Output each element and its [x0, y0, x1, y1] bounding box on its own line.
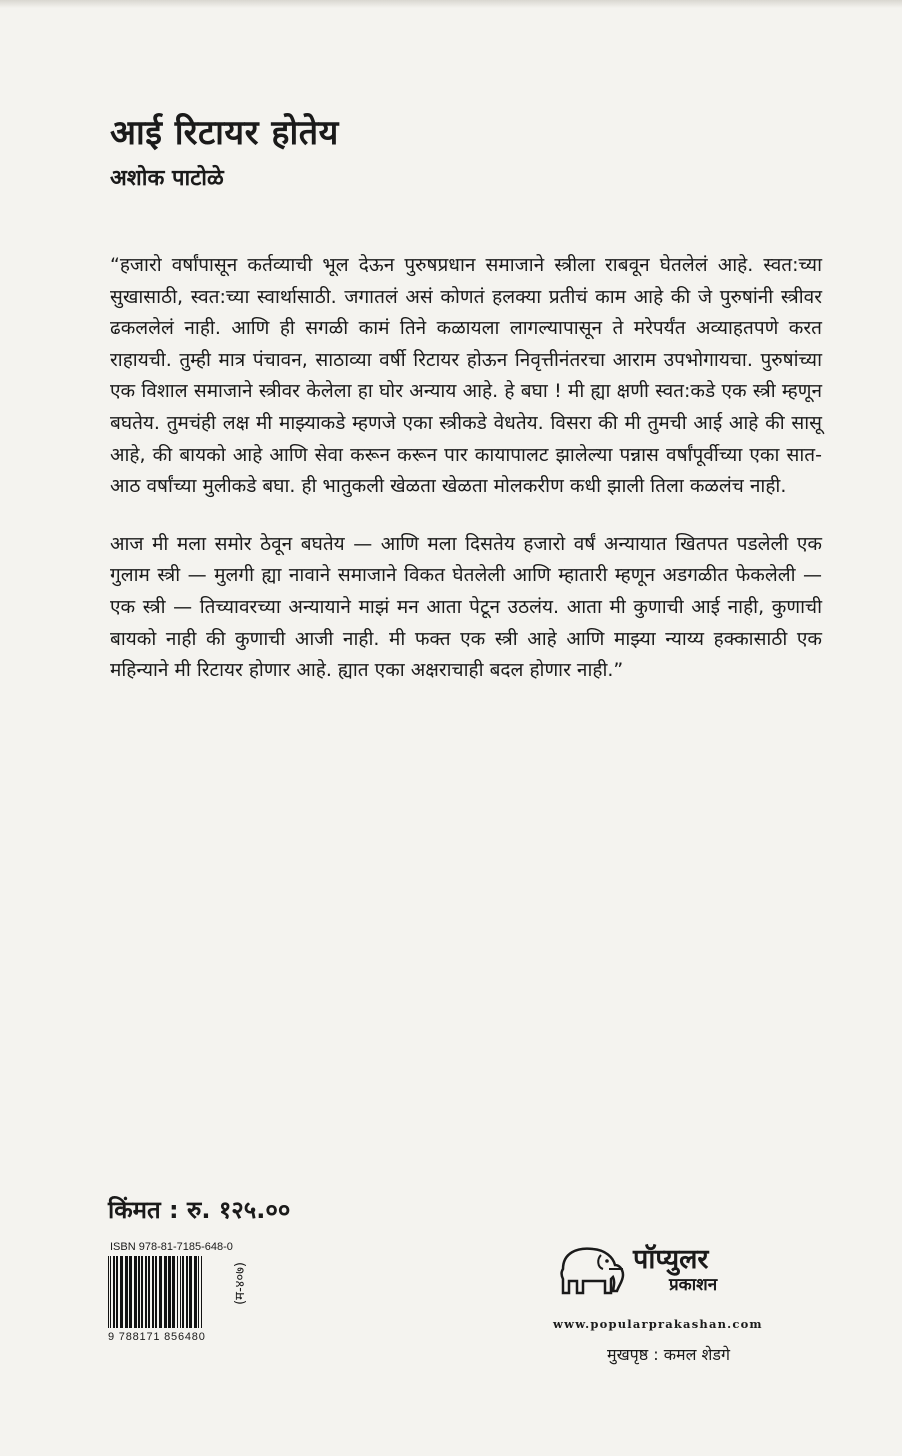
- publisher-name: पॉप्युलर: [633, 1244, 709, 1275]
- elephant-icon: [553, 1239, 631, 1301]
- publisher-logo-box: [553, 1235, 788, 1305]
- barcode-bar: [138, 1256, 140, 1328]
- barcode-bar: [198, 1256, 199, 1328]
- blurb-text: [110, 250, 822, 713]
- barcode-bar: [141, 1256, 143, 1328]
- barcode-bars: [106, 1256, 228, 1332]
- barcode-bar: [134, 1256, 137, 1328]
- book-title: आई रिटायर होतेय: [110, 113, 339, 153]
- barcode-bar: [177, 1256, 178, 1328]
- blurb-paragraph-2: आज मी मला समोर ठेवून बघतेय — आणि मला दिसतेय हजारो वर्षं अन्यायात खितपत पडलेली एक गुलाम स्त्री — मुलगी ह्या नावाने समाजाने विकत घेतलेली आणि म्हातारी म्हणून अडगळीत फेकलेली — एक स्त्री — तिच्यावरच्या अन्यायाने माझं मन आता पेटून उठलंय. आता मी कुणाची आई नाही, कुणाची बायको नाही की कुणाची आजी नाही. मी फक्त एक स्त्री आहे आणि माझ्या न्याय्य हक्कासाठी एक महिन्याने मी रिटायर होणार आहे. ह्यात एका अक्षराचाही बदल होणार नाही.”: [110, 532, 822, 682]
- isbn-label: ISBN 978-81-7185-648-0: [110, 1241, 233, 1253]
- publisher-subtitle: प्रकाशन: [669, 1275, 718, 1295]
- barcode-bar: [168, 1256, 171, 1328]
- publisher-logo: [553, 1235, 793, 1315]
- barcode-bar: [155, 1256, 157, 1328]
- barcode-bar: [125, 1256, 128, 1328]
- barcode-bar: [108, 1256, 109, 1328]
- publisher-url: www.popularprakashan.com: [553, 1317, 763, 1331]
- barcode-bar: [145, 1256, 147, 1328]
- barcode-digits: 9 788171 856480: [108, 1331, 206, 1343]
- barcode-bar: [186, 1256, 188, 1328]
- barcode-bar: [164, 1256, 167, 1328]
- barcode-bar: [194, 1256, 197, 1328]
- barcode-bar: [189, 1256, 192, 1328]
- page-edge: [0, 0, 902, 8]
- barcode-bar: [201, 1256, 202, 1328]
- barcode-bar: [172, 1256, 175, 1328]
- barcode-bar: [182, 1256, 184, 1328]
- barcode-bar: [152, 1256, 154, 1328]
- cover-credit: मुखपृष्ठ : कमल शेडगे: [607, 1345, 730, 1364]
- barcode-bar: [148, 1256, 150, 1328]
- barcode-bar: [113, 1256, 115, 1328]
- catalog-code: (म-४०७): [233, 1262, 248, 1305]
- barcode-bar: [159, 1256, 162, 1328]
- blurb-paragraph-1: “हजारो वर्षांपासून कर्तव्याची भूल देऊन पुरुषप्रधान समाजाने स्त्रीला राबवून घेतलेलं आहे. स्वत:च्या सुखासाठी, स्वत:च्या स्वार्थासाठी. जगातलं असं कोणतं हलक्या प्रतीचं काम आहे की जे पुरुषांनी स्त्रीवर ढकललेलं नाही. आणि ही सगळी कामं तिने कळायला लागल्यापासून ते मरेपर्यंत अव्याहतपणे करत राहायची. तुम्ही मात्र पंचावन, साठाव्या वर्षी रिटायर होऊन निवृत्तीनंतरचा आराम उपभोगायचा. पुरुषांच्या एक विशाल समाजाने स्त्रीवर केलेला हा घोर अन्याय आहे. हे बघा ! मी ह्या क्षणी स्वत:कडे एक स्त्री म्हणून बघतेय. तुमचंही लक्ष मी माझ्याकडे म्हणजे एका स्त्रीकडे वेधतेय. विसरा की मी तुमची आई आहे की सासू आहे, की बायको आहे आणि सेवा करून करून पार कायापालट झालेल्या पन्नास वर्षांपूर्वीच्या एका सात-आठ वर्षांच्या मुलीकडे बघा. ही भातुकली खेळता खेळता मोलकरीण कधी झाली तिला कळलंच नाही.: [110, 254, 822, 498]
- barcode-bar: [129, 1256, 132, 1328]
- barcode-bar: [180, 1256, 181, 1328]
- barcode-bar: [120, 1256, 123, 1328]
- barcode-bar: [110, 1256, 111, 1328]
- barcode-bar: [116, 1256, 118, 1328]
- price-label: किंमत : रु. १२५.००: [108, 1196, 291, 1224]
- author-name: अशोक पाटोळे: [110, 166, 224, 191]
